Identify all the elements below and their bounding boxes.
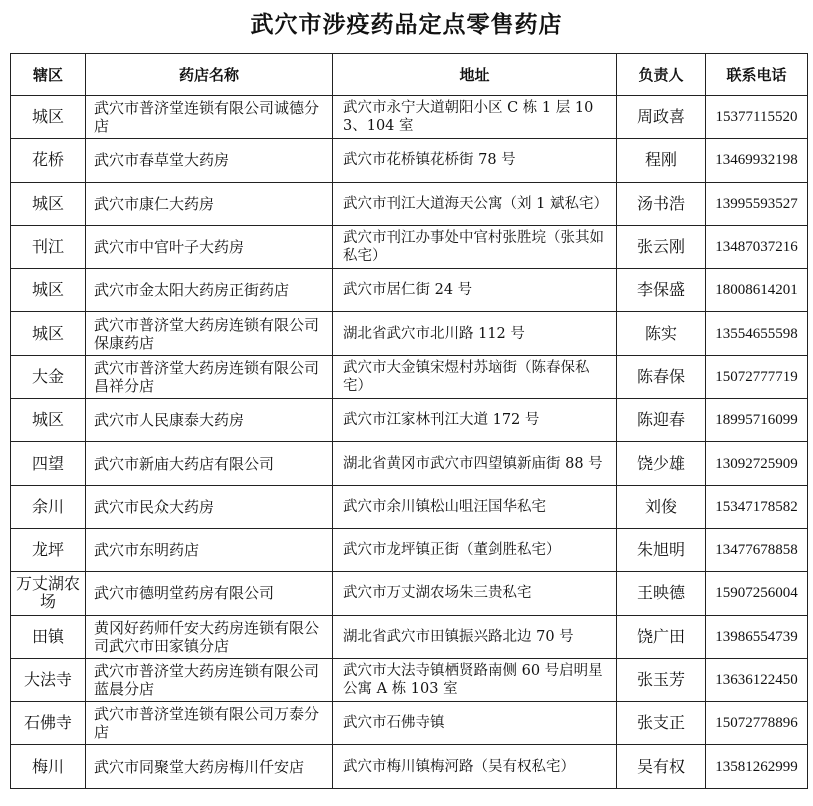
table-row: [11, 399, 808, 442]
phone-cell: 13581262999: [706, 745, 808, 788]
district-cell: 石佛寺: [11, 702, 86, 745]
header-pharmacy-name: 药店名称: [86, 54, 333, 96]
phone-cell: 15347178582: [706, 485, 808, 528]
district-cell: 梅川: [11, 745, 86, 788]
person-cell: 刘俊: [617, 485, 706, 528]
table-row: [11, 269, 808, 312]
address-cell: 湖北省武穴市北川路 112 号: [333, 312, 617, 355]
district-cell: 城区: [11, 399, 86, 442]
address-cell: 武穴市居仁街 24 号: [333, 269, 617, 312]
pharmacy-table: [10, 53, 808, 789]
pharmacy-name-cell: 武穴市普济堂连锁有限公司万泰分店: [86, 702, 333, 745]
pharmacy-name-cell: 武穴市东明药店: [86, 528, 333, 571]
table-row: [11, 572, 808, 615]
table-row: [11, 355, 808, 398]
district-cell: 余川: [11, 485, 86, 528]
pharmacy-name-cell: 武穴市普济堂大药房连锁有限公司蓝晨分店: [86, 658, 333, 701]
pharmacy-name-cell: 武穴市普济堂大药房连锁有限公司保康药店: [86, 312, 333, 355]
person-cell: 王映德: [617, 572, 706, 615]
header-address: 地址: [333, 54, 617, 96]
pharmacy-name-cell: 武穴市同聚堂大药房梅川仟安店: [86, 745, 333, 788]
table-row: [11, 225, 808, 268]
person-cell: 吴有权: [617, 745, 706, 788]
pharmacy-name-cell: 武穴市金太阳大药房正街药店: [86, 269, 333, 312]
person-cell: 陈迎春: [617, 399, 706, 442]
address-cell: 武穴市龙坪镇正街（董剑胜私宅）: [333, 528, 617, 571]
district-cell: 大法寺: [11, 658, 86, 701]
table-row: [11, 745, 808, 788]
pharmacy-name-cell: 黄冈好药师仟安大药房连锁有限公司武穴市田家镇分店: [86, 615, 333, 658]
table-row: [11, 615, 808, 658]
address-cell: 武穴市梅川镇梅河路（吴有权私宅）: [333, 745, 617, 788]
pharmacy-name-cell: 武穴市人民康泰大药房: [86, 399, 333, 442]
district-cell: 龙坪: [11, 528, 86, 571]
person-cell: 李保盛: [617, 269, 706, 312]
district-cell: 万丈湖农场: [11, 572, 86, 615]
address-cell: 武穴市江家林刊江大道 172 号: [333, 399, 617, 442]
table-header-row: [11, 54, 808, 96]
district-cell: 花桥: [11, 139, 86, 182]
table-row: [11, 96, 808, 139]
phone-cell: 15377115520: [706, 96, 808, 139]
address-cell: 武穴市刊江大道海天公寓（刘 1 斌私宅）: [333, 182, 617, 225]
table-row: [11, 485, 808, 528]
address-cell: 武穴市大法寺镇栖贤路南侧 60 号启明星公寓 A 栋 103 室: [333, 658, 617, 701]
pharmacy-name-cell: 武穴市普济堂连锁有限公司诚德分店: [86, 96, 333, 139]
person-cell: 陈实: [617, 312, 706, 355]
person-cell: 朱旭明: [617, 528, 706, 571]
table-row: [11, 658, 808, 701]
pharmacy-name-cell: 武穴市民众大药房: [86, 485, 333, 528]
address-cell: 武穴市花桥镇花桥街 78 号: [333, 139, 617, 182]
address-cell: 武穴市永宁大道朝阳小区 C 栋 1 层 103、104 室: [333, 96, 617, 139]
phone-cell: 15072777719: [706, 355, 808, 398]
phone-cell: 13554655598: [706, 312, 808, 355]
pharmacy-name-cell: 武穴市新庙大药店有限公司: [86, 442, 333, 485]
phone-cell: 15907256004: [706, 572, 808, 615]
district-cell: 刊江: [11, 225, 86, 268]
phone-cell: 13487037216: [706, 225, 808, 268]
phone-cell: 13995593527: [706, 182, 808, 225]
phone-cell: 18008614201: [706, 269, 808, 312]
phone-cell: 13092725909: [706, 442, 808, 485]
address-cell: 武穴市大金镇宋煜村苏垴街（陈春保私宅）: [333, 355, 617, 398]
person-cell: 张云刚: [617, 225, 706, 268]
pharmacy-name-cell: 武穴市德明堂药房有限公司: [86, 572, 333, 615]
district-cell: 城区: [11, 312, 86, 355]
address-cell: 武穴市刊江办事处中官村张胜垸（张其如私宅）: [333, 225, 617, 268]
table-row: [11, 528, 808, 571]
header-phone: 联系电话: [706, 54, 808, 96]
phone-cell: 18995716099: [706, 399, 808, 442]
header-district: 辖区: [11, 54, 86, 96]
district-cell: 城区: [11, 269, 86, 312]
person-cell: 张玉芳: [617, 658, 706, 701]
district-cell: 城区: [11, 182, 86, 225]
page-title: 武穴市涉疫药品定点零售药店: [250, 12, 563, 38]
district-cell: 大金: [11, 355, 86, 398]
table-row: [11, 312, 808, 355]
person-cell: 张支正: [617, 702, 706, 745]
phone-cell: 13636122450: [706, 658, 808, 701]
table-row: [11, 442, 808, 485]
person-cell: 周政喜: [617, 96, 706, 139]
address-cell: 武穴市石佛寺镇: [333, 702, 617, 745]
district-cell: 四望: [11, 442, 86, 485]
table-row: [11, 182, 808, 225]
person-cell: 陈春保: [617, 355, 706, 398]
header-person: 负责人: [617, 54, 706, 96]
person-cell: 汤书浩: [617, 182, 706, 225]
table-row: [11, 139, 808, 182]
pharmacy-name-cell: 武穴市中官叶子大药房: [86, 225, 333, 268]
phone-cell: 13986554739: [706, 615, 808, 658]
phone-cell: 13477678858: [706, 528, 808, 571]
person-cell: 饶少雄: [617, 442, 706, 485]
person-cell: 程刚: [617, 139, 706, 182]
phone-cell: 13469932198: [706, 139, 808, 182]
pharmacy-name-cell: 武穴市康仁大药房: [86, 182, 333, 225]
address-cell: 湖北省黄冈市武穴市四望镇新庙街 88 号: [333, 442, 617, 485]
phone-cell: 15072778896: [706, 702, 808, 745]
district-cell: 田镇: [11, 615, 86, 658]
district-cell: 城区: [11, 96, 86, 139]
pharmacy-name-cell: 武穴市普济堂大药房连锁有限公司昌祥分店: [86, 355, 333, 398]
address-cell: 武穴市余川镇松山咀汪国华私宅: [333, 485, 617, 528]
pharmacy-name-cell: 武穴市春草堂大药房: [86, 139, 333, 182]
table-row: [11, 702, 808, 745]
address-cell: 武穴市万丈湖农场朱三贵私宅: [333, 572, 617, 615]
address-cell: 湖北省武穴市田镇振兴路北边 70 号: [333, 615, 617, 658]
person-cell: 饶广田: [617, 615, 706, 658]
